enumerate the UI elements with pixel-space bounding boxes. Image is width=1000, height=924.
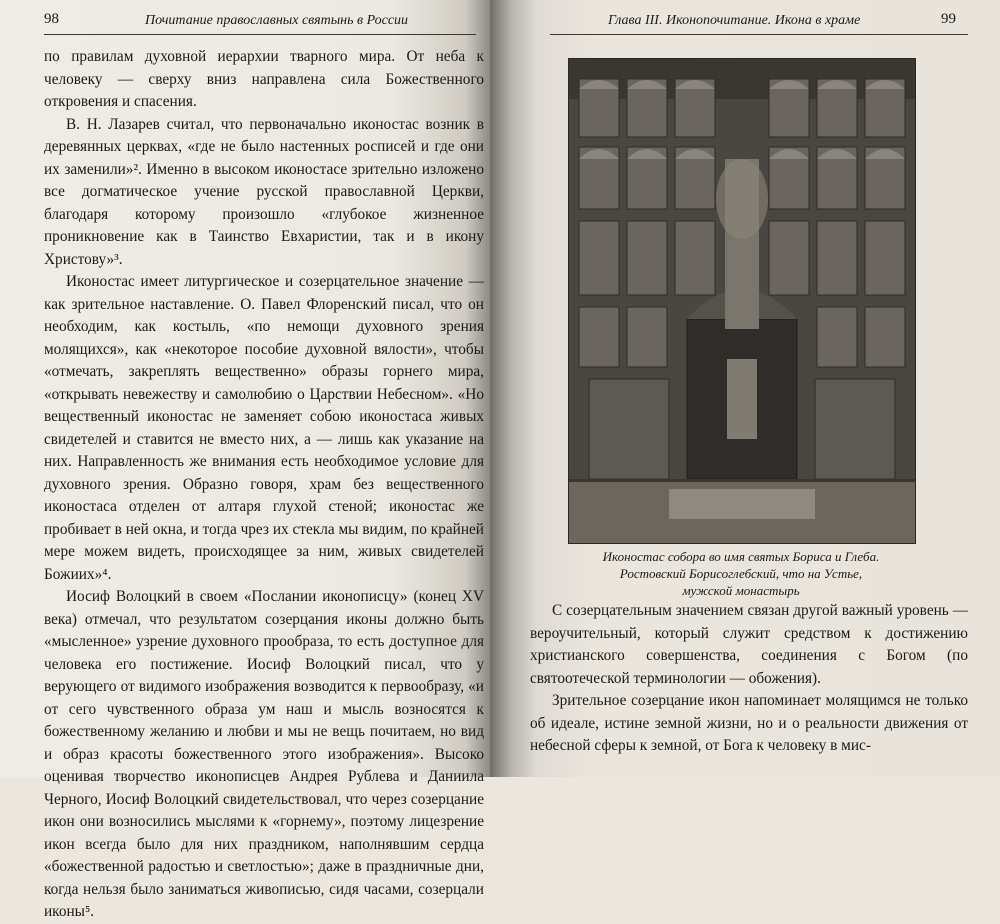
paragraph: Зрительное созерцание икон напоминает молящимся не только об идеале, истине земной жизни, но и о реальности движения от небесной сферы к земной, от Бога к человеку в мис- — [530, 692, 968, 754]
text-column — [530, 600, 968, 758]
page-number: 99 — [941, 11, 956, 27]
running-head: Глава III. Иконопочитание. Икона в храме — [608, 13, 861, 28]
text-column — [44, 46, 484, 924]
left-page — [0, 0, 490, 920]
paragraph: В. Н. Лазарев считал, что первоначально иконостас возник в деревянных церквах, «где не было настенных росписей и где они их заменили»². Именно в высоком иконостасе зрительно изложено все догматическое учение русской православной Церкви, благодаря которому произошло «глубокое жизненное проникновение как в Таинство Евхаристии, так и в икону Христову»³. — [44, 115, 484, 268]
iconostasis-drawing — [569, 59, 915, 543]
paragraph: по правилам духовной иерархии тварного мира. От неба к человеку — сверху вниз направлена сила Божественного откровения и спасения. — [44, 48, 484, 110]
figure-caption — [568, 548, 914, 599]
header-rule — [550, 34, 968, 35]
header-rule — [44, 34, 476, 35]
right-page — [490, 0, 1000, 777]
paragraph: С созерцательным значением связан другой важный уровень — вероучительный, который служит средством к достижению христианского совершенства, соединения с Богом (по святоотеческой терминологии — обожения). — [530, 602, 968, 687]
caption-line: Ростовский Борисоглебский, что на Устье, — [619, 566, 863, 581]
paragraph: Иосиф Волоцкий в своем «Послании иконописцу» (конец XV века) отмечал, что результатом созерцания иконы должно быть «мысленное» узрение духовного прообраза, то есть доступное для человека его постижение. Иосиф Волоцкий писал, что у верующего от видимого изображения возводится к первообразу, «и от сего чувственного образа ум наш и мысль возносятся к божественному желанию и любви и мы не вещь почитаем, но вид и образ красоты божественного этого изображения». Высоко оценивая творчество иконописцев Андрея Рублева и Даниила Черного, Иосиф Волоцкий свидетельствовал, что через созерцание икон они возносились мыслями к «горнему», поэтому лицезрение икон всегда было для них праздником, наполнявшим сердца «божественной радостью и светлостью»; даже в праздничные дни, когда нельзя было заниматься живописью, сидя часами, созерцали иконы⁵. — [44, 588, 484, 920]
page-number: 98 — [44, 11, 59, 27]
paragraph: Иконостас имеет литургическое и созерцательное значение — как зрительное наставление. О. Павел Флоренский писал, что он необходим, как костыль, «по немощи духовного зрения молящихся», как «некоторое пособие духовной вялости», чтобы «отмечать, закреплять вещественно» образы горнего мира, «открывать невежеству и самолюбию о Царствии Небесном». «Но вещественный иконостас не заменяет собою иконостаса живых свидетелей и ставится не вместо них, а — лишь как указание на них. Направленность же внимания есть необходимое условие для духовного зрения. Образно говоря, храм без вещественного иконостаса отделен от алтаря глухой стеной; иконостас же пробивает в ней окна, и тогда чрез их стекла мы видим, по крайней мере можем видеть, происходящее за ним, живых свидетелей Божиих»⁴. — [44, 273, 484, 583]
caption-line: Иконостас собора во имя святых Бориса и Глеба. — [602, 549, 880, 564]
caption-line: мужской монастырь — [682, 583, 800, 598]
iconostasis-photo — [568, 58, 916, 544]
running-head: Почитание православных святынь в России — [145, 13, 409, 28]
